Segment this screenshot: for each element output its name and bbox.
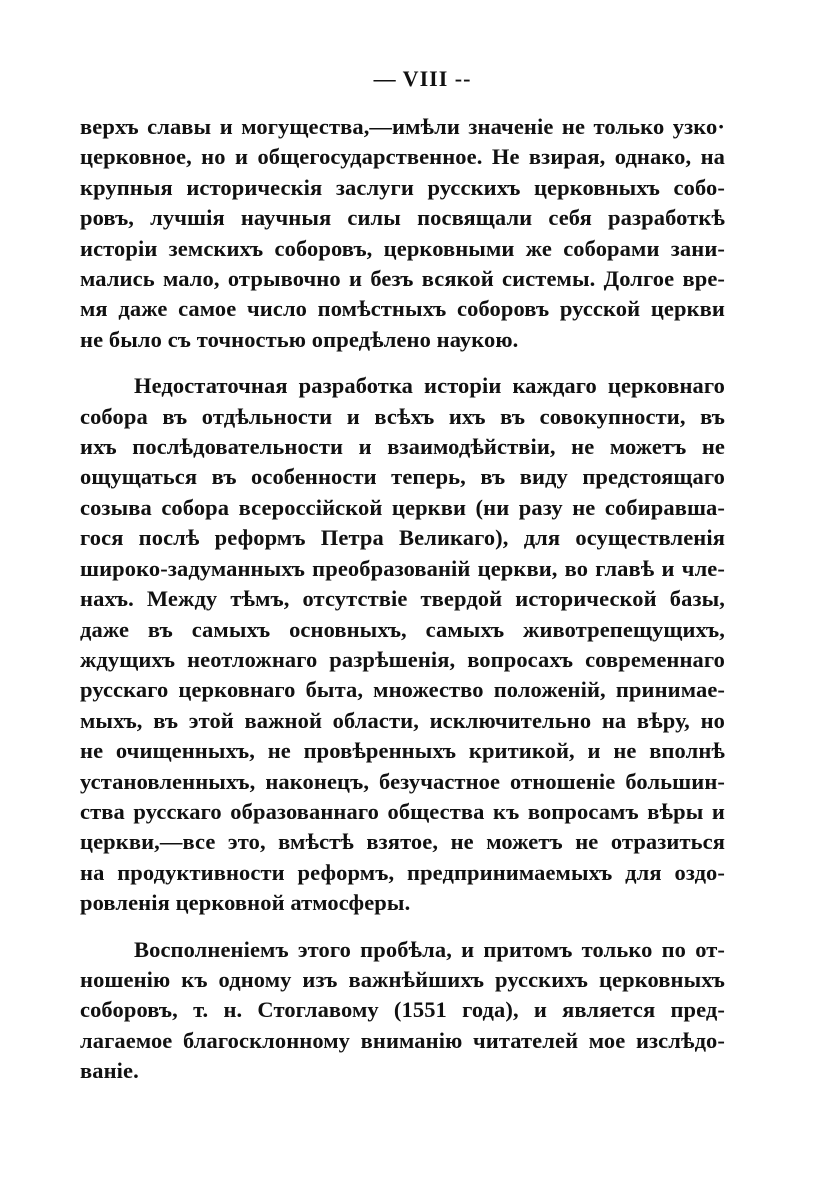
text-line: исторіи земскихъ соборовъ, церковными же соборами зани- — [80, 235, 725, 261]
text-line: на продуктивности реформъ, предпринимаемыхъ для оздо- — [80, 859, 725, 885]
text-line: ровъ, лучшія научныя силы посвящали себя разработкѣ — [80, 205, 725, 231]
text-line: созыва собора всероссійской церкви (ни разу не собиравша- — [80, 494, 725, 520]
text-line: церкви,—все это, вмѣстѣ взятое, не можетъ не отразиться — [80, 829, 725, 855]
text-line: ровленія церковной атмосферы. — [80, 890, 411, 916]
text-line: ношенію къ одному изъ важнѣйшихъ русскихъ церковныхъ — [80, 966, 725, 992]
text-line: мыхъ, въ этой важной области, исключительно на вѣру, но — [80, 707, 725, 733]
text-line: ощущаться въ особенности теперь, въ виду предстоящаго — [80, 464, 725, 490]
text-line: собора въ отдѣльности и всѣхъ ихъ въ совокупности, въ — [80, 403, 725, 429]
text-line: установленныхъ, наконецъ, безучастное отношеніе большин- — [80, 768, 725, 794]
text-line: мались мало, отрывочно и безъ всякой системы. Долгое вре- — [80, 266, 725, 292]
text-line: не было съ точностью опредѣлено наукою. — [80, 326, 519, 352]
text-line: крупныя историческія заслуги русскихъ церковныхъ собо- — [80, 174, 725, 200]
text-line: нахъ. Между тѣмъ, отсутствіе твердой исторической базы, — [80, 586, 725, 612]
text-line: лагаемое благосклонному вниманію читателей мое изслѣдо- — [80, 1027, 725, 1053]
text-line: Восполненіемъ этого пробѣла, и притомъ только по от- — [134, 936, 725, 962]
text-line: ждущихъ неотложнаго разрѣшенія, вопросахъ современнаго — [80, 646, 725, 672]
text-line: Недостаточная разработка исторіи каждаго церковнаго — [134, 373, 725, 399]
text-line: даже въ самыхъ основныхъ, самыхъ животрепещущихъ, — [80, 616, 725, 642]
text-line: верхъ славы и могущества,—имѣли значеніе не только узко· — [80, 114, 725, 139]
page-number: — VIII -- — [373, 66, 472, 91]
text-line: соборовъ, т. н. Стоглавому (1551 года), и является пред- — [80, 997, 725, 1023]
text-line: гося послѣ реформъ Петра Великаго), для осуществленія — [80, 525, 725, 551]
text-line: не очищенныхъ, не провѣренныхъ критикой, и не вполнѣ — [80, 738, 725, 764]
text-line: широко-задуманныхъ преобразованій церкви, во главѣ и чле- — [80, 555, 725, 581]
book-page — [80, 60, 725, 1087]
text-line: церковное, но и общегосударственное. Не взирая, однако, на — [80, 144, 725, 170]
text-line: мя даже самое число помѣстныхъ соборовъ русской церкви — [80, 296, 725, 322]
text-line: ваніе. — [80, 1058, 139, 1084]
paragraph-2 — [80, 371, 725, 918]
paragraph-1 — [80, 112, 725, 355]
paragraph-3 — [80, 935, 725, 1087]
text-line: ства русскаго образованнаго общества къ вопросамъ вѣры и — [80, 798, 725, 824]
text-line: ихъ послѣдовательности и взаимодѣйствіи, не можетъ не — [80, 434, 725, 460]
text-line: русскаго церковнаго быта, множество положеній, принимае- — [80, 677, 725, 703]
